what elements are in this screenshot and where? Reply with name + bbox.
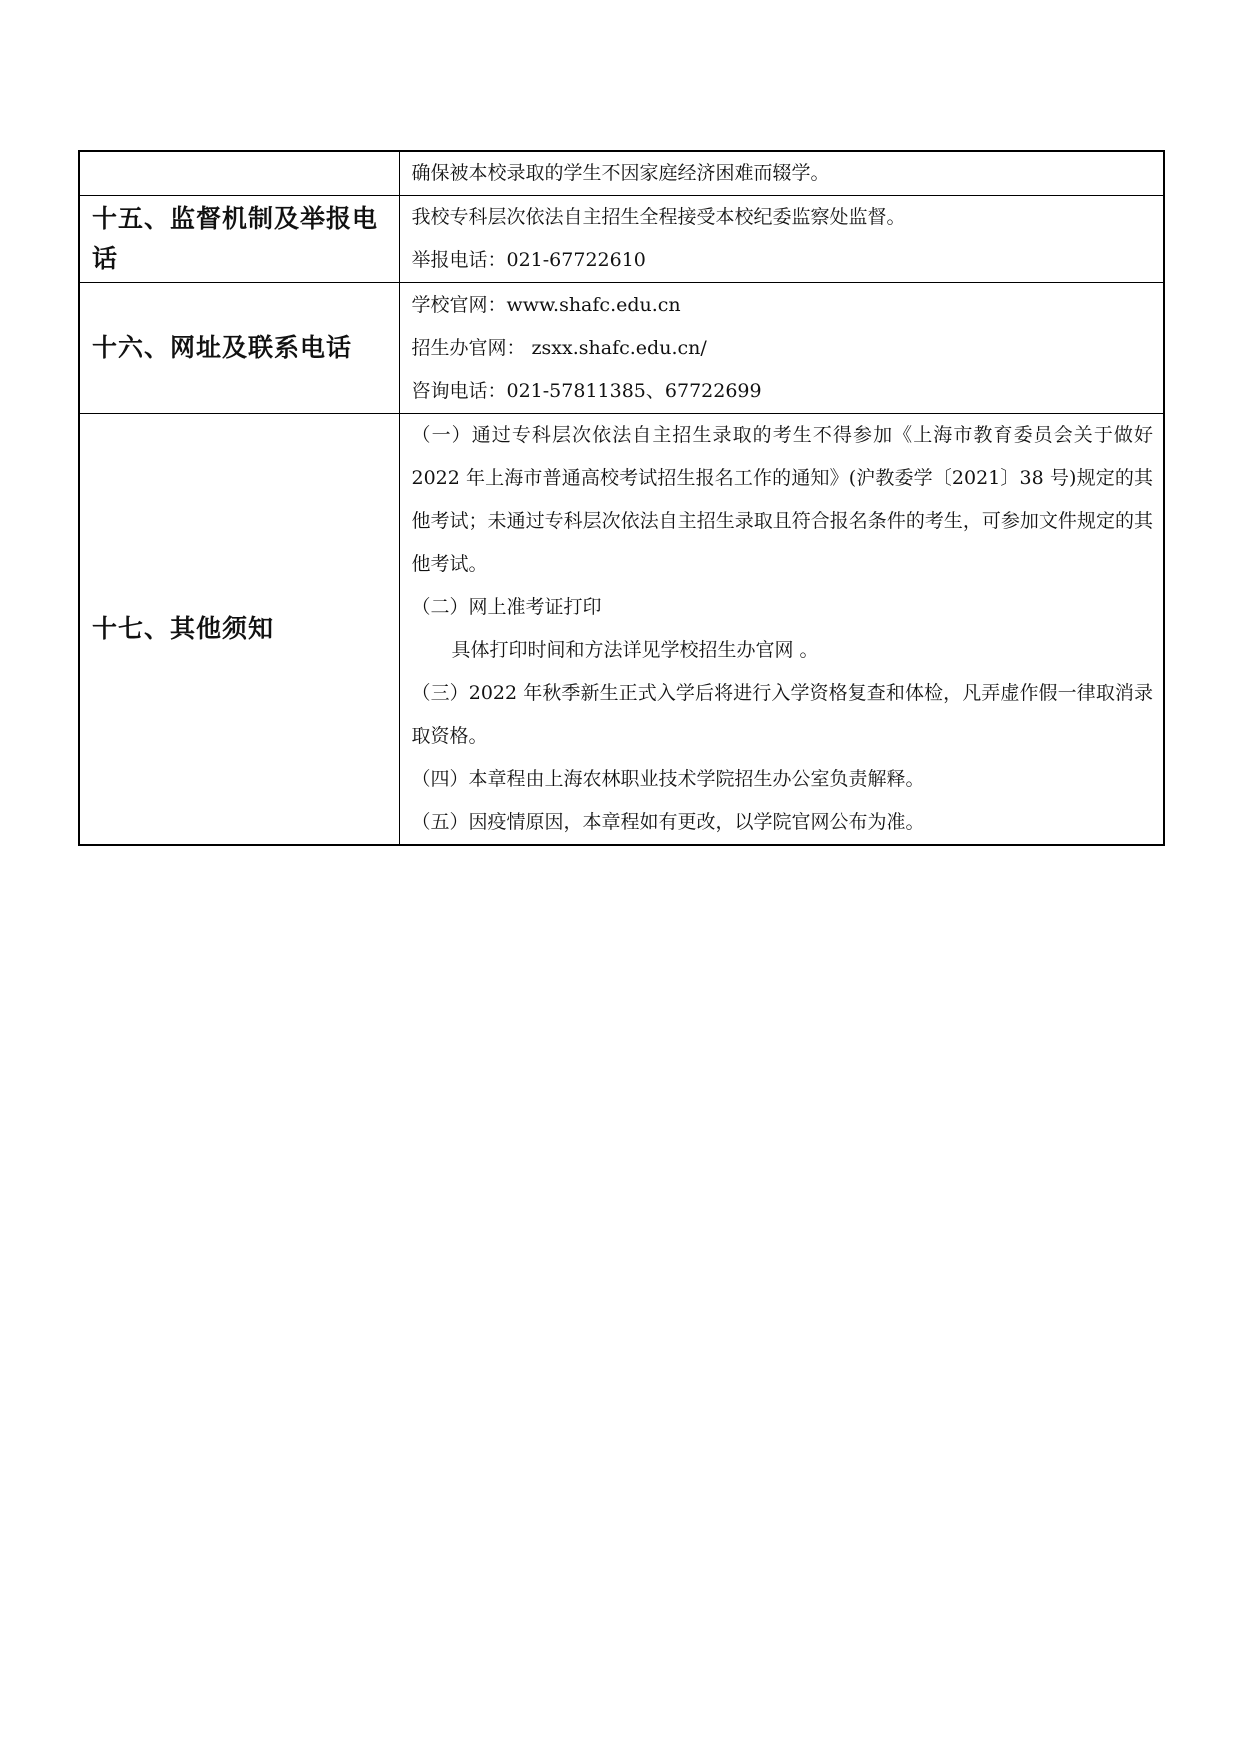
content-line: 确保被本校录取的学生不因家庭经济困难而辍学。 — [411, 162, 830, 184]
consult-phone: 咨询电话：021-57811385、67722699 — [411, 379, 762, 402]
notice-item-1: （一）通过专科层次依法自主招生录取的考生不得参加《上海市教育委员会关于做好 2022 年上海市普通高校考试招生报名工作的通知》(沪教委学〔2021〕38 号)规定的其他考试；未通过专科层次依法自主招生录取且符合报名条件的考生，可参加文件规定的其他考试。 — [411, 424, 1153, 575]
section-heading: 十六、网址及联系电话 — [79, 283, 399, 414]
section-content — [399, 414, 1164, 846]
section-heading — [79, 151, 399, 196]
section-content — [399, 283, 1164, 414]
section-heading: 十五、监督机制及举报电话 — [79, 196, 399, 283]
table-row — [79, 151, 1164, 196]
section-heading: 十七、其他须知 — [79, 414, 399, 846]
notice-item-2-detail: 具体打印时间和方法详见学校招生办官网 。 — [451, 639, 819, 661]
report-phone: 举报电话：021-67722610 — [411, 249, 646, 271]
table-row — [79, 283, 1164, 414]
notice-item-3: （三）2022 年秋季新生正式入学后将进行入学资格复查和体检，凡弄虚作假一律取消录取资格。 — [411, 682, 1153, 747]
school-website: 学校官网：www.shafc.edu.cn — [411, 293, 681, 316]
regulations-table — [78, 150, 1165, 846]
admissions-website: 招生办官网： zsxx.shafc.edu.cn/ — [411, 336, 707, 359]
table-row — [79, 196, 1164, 283]
table-row — [79, 414, 1164, 846]
notice-item-4: （四）本章程由上海农林职业技术学院招生办公室负责解释。 — [411, 768, 925, 790]
section-content — [399, 196, 1164, 283]
notice-item-5: （五）因疫情原因，本章程如有更改，以学院官网公布为准。 — [411, 811, 925, 833]
content-line: 我校专科层次依法自主招生全程接受本校纪委监察处监督。 — [411, 206, 906, 228]
section-content — [399, 151, 1164, 196]
notice-item-2: （二）网上准考证打印 — [411, 596, 602, 618]
